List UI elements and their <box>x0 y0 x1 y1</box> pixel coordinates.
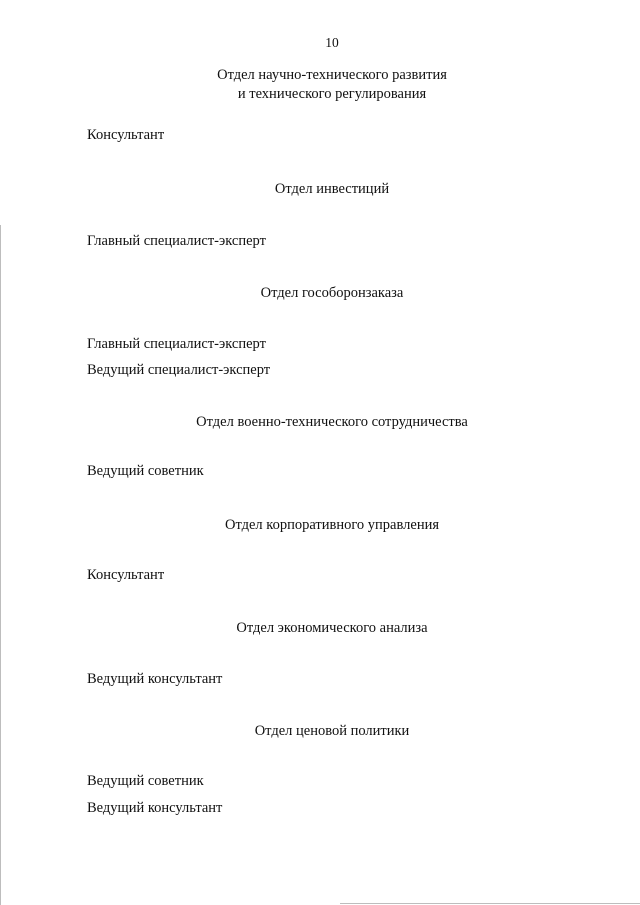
section-heading-line: Отдел ценовой политики <box>254 723 410 739</box>
position-item: Ведущий консультант <box>87 800 223 816</box>
section-heading-investments <box>0 180 640 199</box>
section-heading-line: и технического регулирования <box>237 86 427 102</box>
section-heading-line: Отдел экономического анализа <box>236 620 428 636</box>
section-heading-sci-tech <box>0 66 640 104</box>
section-heading-defense-order <box>0 284 640 303</box>
section-heading-line: Отдел научно-технического развития <box>217 67 447 83</box>
position-item: Главный специалист-эксперт <box>87 336 266 352</box>
section-heading-corporate <box>0 516 640 535</box>
section-heading-pricing-policy <box>0 722 640 741</box>
section-heading-line: Отдел военно-технического сотрудничества <box>196 414 468 430</box>
scan-edge-left <box>0 225 1 905</box>
position-item: Ведущий советник <box>87 463 204 479</box>
section-heading-line: Отдел корпоративного управления <box>224 517 440 533</box>
position-item: Ведущий консультант <box>87 671 223 687</box>
section-heading-line: Отдел инвестиций <box>274 181 390 197</box>
page-number: 10 <box>325 35 339 50</box>
position-item: Ведущий специалист-эксперт <box>87 362 271 378</box>
section-heading-military-tech <box>0 413 640 432</box>
section-heading-line: Отдел гособоронзаказа <box>260 285 404 301</box>
position-item: Ведущий советник <box>87 773 204 789</box>
scan-edge-bottom <box>340 903 640 904</box>
position-item: Консультант <box>87 567 165 583</box>
position-item: Консультант <box>87 127 165 143</box>
section-heading-economic-analysis <box>0 619 640 638</box>
position-item: Главный специалист-эксперт <box>87 233 266 249</box>
